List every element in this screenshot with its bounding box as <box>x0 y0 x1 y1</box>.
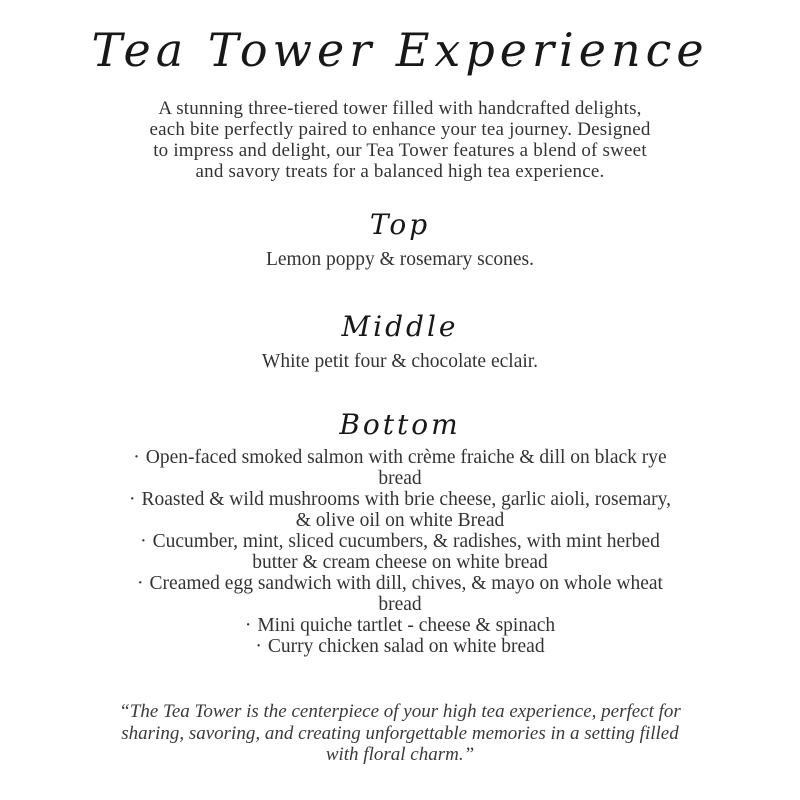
menu-item-middle-petit-four: White petit four & chocolate eclair. <box>261 351 539 372</box>
bottom-items-list <box>128 447 673 657</box>
section-middle-heading: Middle <box>341 310 459 343</box>
menu-item-quiche <box>128 615 673 636</box>
bullet-marker: · <box>244 615 252 636</box>
page-title: Tea Tower Experience <box>91 23 709 77</box>
menu-item-top-scones: Lemon poppy & rosemary scones. <box>265 249 535 270</box>
menu-item-mushrooms <box>128 489 673 531</box>
bullet-marker: · <box>133 447 140 468</box>
menu-item-text: Mini quiche tartlet - cheese & spinach <box>257 615 556 636</box>
bullet-marker: · <box>137 573 144 594</box>
section-middle <box>0 310 800 372</box>
menu-item-text: Creamed egg sandwich with dill, chives, & mayo on whole wheat bread <box>149 573 663 615</box>
bullet-marker: · <box>129 489 136 510</box>
section-top <box>0 208 800 270</box>
menu-item-smoked-salmon <box>128 447 673 489</box>
menu-item-text: Cucumber, mint, sliced cucumbers, & radishes, with mint herbed butter & cream cheese on white bread <box>152 531 660 573</box>
menu-item-curry-chicken <box>128 636 673 657</box>
menu-item-creamed-egg <box>128 573 673 615</box>
menu-item-text: Roasted & wild mushrooms with brie cheese, garlic aioli, rosemary, & olive oil on white Bread <box>141 489 671 531</box>
section-bottom <box>0 408 800 657</box>
bullet-marker: · <box>255 636 262 657</box>
section-bottom-heading: Bottom <box>339 408 461 441</box>
menu-item-text: Open-faced smoked salmon with crème fraiche & dill on black rye bread <box>145 447 667 489</box>
section-top-heading: Top <box>369 208 431 241</box>
menu-item-text: Curry chicken salad on white bread <box>267 636 545 657</box>
menu-description: A stunning three-tiered tower filled with handcrafted delights, each bite perfectly paired to enhance your tea journey. Designed to impress and delight, our Tea Tower features a blend of sweet and savory treats for a balanced high tea experience. <box>149 98 651 182</box>
menu-item-cucumber <box>128 531 673 573</box>
bullet-marker: · <box>140 531 147 552</box>
closing-quote: “The Tea Tower is the centerpiece of your high tea experience, perfect for sharing, savoring, and creating unforgettable memories in a setting filled with floral charm.” <box>119 701 681 765</box>
